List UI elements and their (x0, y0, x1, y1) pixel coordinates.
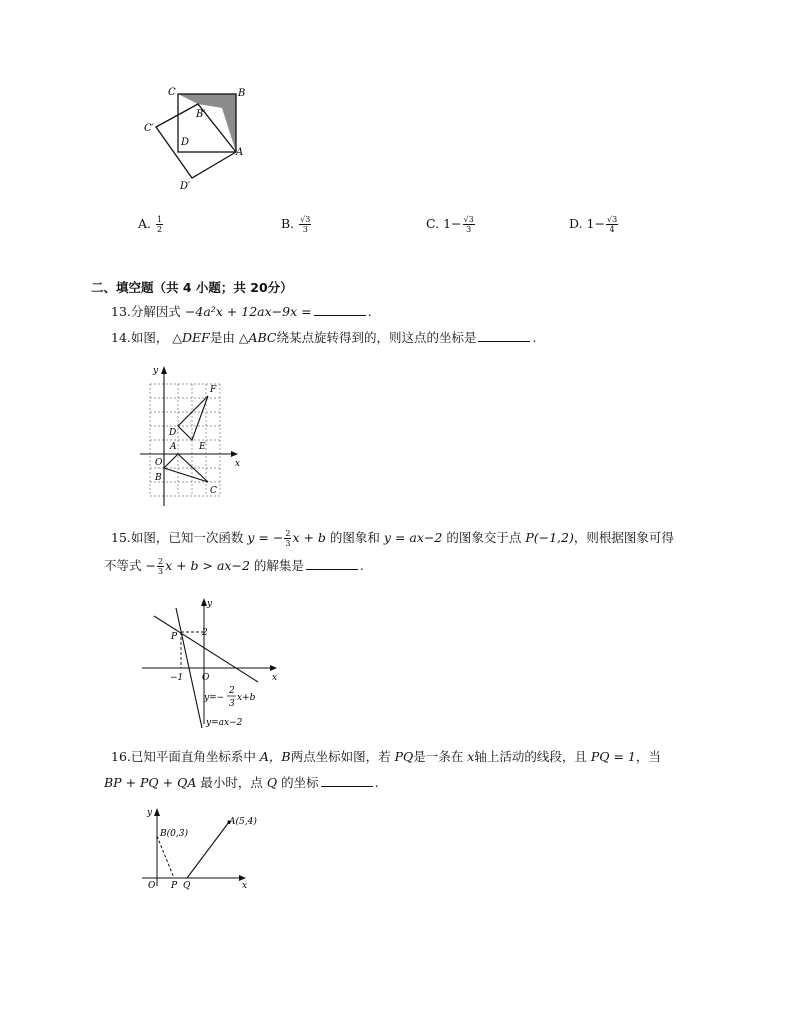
label-d: D (169, 428, 177, 438)
line1-label-num: 2 (229, 686, 235, 696)
option-c: C. 1− $\frac{√3}{3}$ (426, 215, 474, 234)
label-a: A(5,4) (229, 817, 257, 827)
label-d: D (181, 137, 190, 148)
section-title: 二、填空题（共 4 小题；共 20分） (91, 280, 293, 295)
answer-blank-14[interactable] (478, 329, 530, 342)
line2-label: y=ax−2 (206, 718, 243, 728)
label-d-prime: D′ (180, 181, 191, 192)
q15-fraction-1: $\frac{2}{3}$ (285, 529, 291, 548)
y-axis-arrow (154, 808, 160, 816)
label-c: C (168, 87, 176, 98)
option-a-fraction: $\frac{1}{2}$ (157, 215, 163, 234)
option-d: D. 1− $\frac{√3}{4}$ (569, 215, 618, 234)
label-p: P (171, 881, 178, 891)
question-14: 14.如图， △DEF是由 △ABC绕某点旋转得到的，则这点的坐标是 . (111, 330, 537, 345)
q16-figure (138, 802, 257, 894)
label-x: x (272, 673, 278, 683)
question-16-line2: BP + PQ + QA 最小时，点 Q 的坐标 . (104, 775, 379, 790)
x-axis-arrow (231, 451, 238, 457)
label-p: P (171, 632, 178, 642)
triangle-def (178, 396, 208, 440)
q15-fraction-2: $\frac{2}{3}$ (157, 557, 164, 576)
option-b-fraction: $\frac{√3}{3}$ (300, 215, 311, 234)
label-c-prime: C′ (144, 123, 154, 134)
label-b-prime: B′ (196, 109, 206, 120)
label-x: x (235, 459, 241, 469)
option-a: A. $\frac{1}{2}$ (138, 215, 163, 234)
question-13: 13.分解因式 −4a²x + 12ax−9x = . (111, 304, 372, 319)
label-e: E (199, 442, 206, 452)
label-o: O (202, 673, 210, 683)
label-b: B(0,3) (160, 829, 188, 839)
q15-figure (140, 592, 285, 732)
answer-blank-16[interactable] (321, 774, 373, 787)
label-o: O (148, 881, 156, 891)
label-two: 2 (202, 628, 208, 638)
label-a: A (170, 442, 177, 452)
answer-blank-13[interactable] (314, 303, 366, 316)
label-neg1: −1 (170, 673, 184, 683)
line1-label-b: x+b (237, 693, 256, 703)
question-15-line1: 15.如图，已知一次函数 y = − $\frac{2}{3}$ x + b 的图象和 y = ax−2 的图象交于点 P(−1,2)，则根据图象可得 (111, 529, 674, 548)
label-y: y (147, 808, 153, 818)
line1-label-a: y=− (204, 693, 225, 703)
x-axis-arrow (270, 665, 277, 671)
option-b: B. $\frac{√3}{3}$ (281, 215, 311, 234)
answer-blank-15[interactable] (306, 557, 358, 570)
line1-label-den: 3 (229, 699, 235, 709)
label-y: y (207, 599, 213, 609)
label-o: O (155, 458, 163, 468)
q12-figure (140, 82, 260, 194)
y-axis-arrow (161, 366, 167, 374)
label-a: A (236, 147, 244, 158)
label-b: B (238, 88, 246, 99)
segment-bp (157, 836, 174, 878)
label-b: B (155, 473, 162, 483)
label-q: Q (183, 881, 191, 891)
label-f: F (210, 385, 217, 395)
question-16-line1: 16.已知平面直角坐标系中 A，B两点坐标如图，若 PQ是一条在 x轴上活动的线段，且 PQ = 1，当 (111, 749, 661, 764)
question-15-line2: 不等式 − $\frac{2}{3}$ x + b > ax−2 的解集是 . (104, 557, 364, 576)
option-d-fraction: $\frac{√3}{4}$ (606, 215, 618, 234)
option-c-fraction: $\frac{√3}{3}$ (463, 215, 474, 234)
label-x: x (242, 881, 248, 891)
q14-figure (138, 362, 248, 508)
segment-qa (187, 822, 229, 878)
label-c: C (210, 486, 217, 496)
label-y: y (153, 366, 159, 376)
